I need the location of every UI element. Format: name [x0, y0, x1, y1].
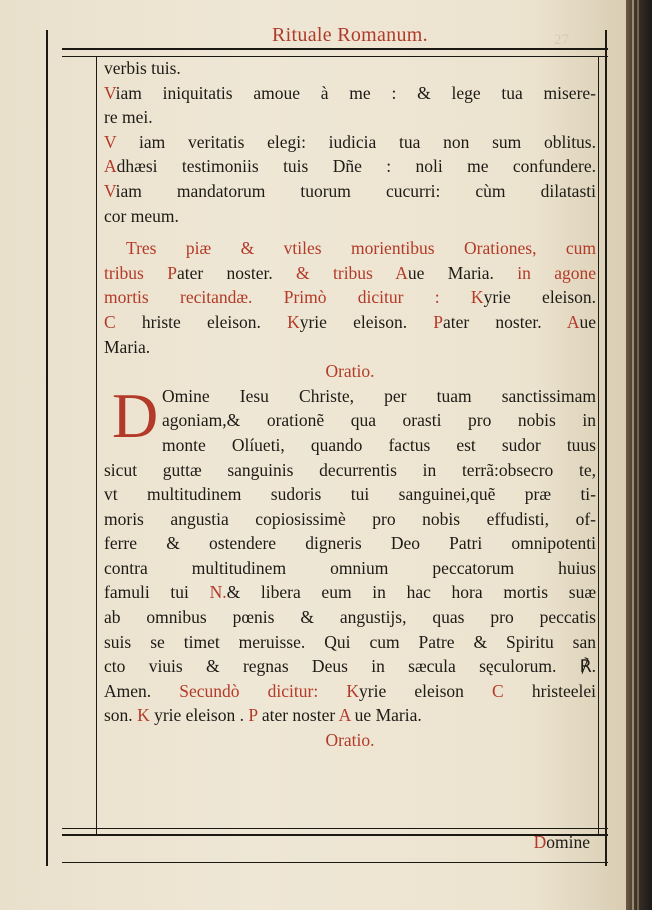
- body-text: ater noster.: [176, 262, 297, 283]
- rubric-text: in agone: [517, 262, 596, 283]
- rubric-text: K: [137, 705, 150, 726]
- rubric-text: C: [492, 680, 504, 701]
- prayer-dropcap-block: [104, 379, 596, 458]
- text-line: [104, 310, 596, 335]
- rubric-text: A: [104, 156, 117, 177]
- body-text: iam mandatorum tuorum cucurri: cùm dilatasti: [115, 180, 596, 201]
- text-line: [104, 605, 596, 630]
- text-line: [104, 335, 596, 360]
- catchword: [534, 832, 590, 853]
- left-rule-inner: [96, 56, 97, 836]
- body-text: Maria.: [104, 336, 151, 357]
- right-rule-outer: [605, 30, 607, 866]
- bottom-rule-outer: [62, 834, 608, 836]
- rubric-text: mortis recitandæ. Primò dicitur :: [104, 287, 471, 308]
- text-line: [104, 105, 596, 130]
- text-line: [104, 482, 596, 507]
- body-text: & libera eum in hac hora mortis suæ: [226, 582, 596, 603]
- rubric-text: P: [167, 262, 177, 283]
- body-text: vt multitudinem sudoris tui sanguinei,quẽ præ ti-: [104, 484, 596, 505]
- body-text: contra multitudinem omnium peccatorum huius: [104, 557, 596, 578]
- rubric-text: V: [104, 131, 117, 152]
- rubric-text: A: [395, 262, 408, 283]
- text-line: [104, 556, 596, 581]
- rubric-text: C: [104, 311, 116, 332]
- rubric-text: N.: [209, 582, 227, 603]
- body-text: cor meum.: [104, 205, 179, 226]
- body-text: yrie eleison.: [299, 311, 434, 332]
- psalm-verses: [104, 56, 596, 228]
- text-line: [104, 507, 596, 532]
- rubric-text: K: [346, 680, 359, 701]
- body-text: ue Maria.: [407, 262, 518, 283]
- text-line: [104, 130, 596, 155]
- rubric-text: V: [104, 180, 116, 201]
- dropcap-text-line: monte Olíueti, quando factus est sudor tuus: [162, 434, 596, 455]
- prayer-text: [104, 458, 596, 729]
- rubric-text: & tribus: [296, 262, 396, 283]
- rubric-text: A: [338, 705, 351, 726]
- body-text: iam iniquitatis amoue à me : & lege tua misere-: [115, 82, 596, 103]
- text-line: [104, 285, 596, 310]
- body-text: yrie eleison.: [483, 287, 596, 308]
- text-line: [104, 261, 596, 286]
- body-text: moris angustia copiosissimè pro nobis effudisti, of-: [104, 508, 596, 529]
- body-text: ferre & ostendere digneris Deo Patri omnipotenti: [104, 533, 596, 554]
- text-line: [104, 56, 596, 81]
- catchword-rest: omine: [546, 832, 590, 852]
- text-line: [104, 236, 596, 261]
- top-rule-outer: [62, 48, 608, 50]
- body-text: son.: [104, 705, 138, 726]
- body-text: suis se timet meruisse. Qui cum Patre & Spiritu san: [104, 631, 596, 652]
- text-line: [104, 204, 596, 229]
- rubric-text: K: [470, 287, 484, 308]
- left-rule-outer: [46, 30, 48, 866]
- text-line: [104, 630, 596, 655]
- oratio-heading-2: Oratio.: [325, 730, 375, 751]
- running-title: Rituale Romanum.: [272, 24, 428, 46]
- body-text: dhæsi testimoniis tuis Dñe : noli me confundere.: [116, 156, 596, 177]
- text-line: [104, 458, 596, 483]
- text-line: [104, 679, 596, 704]
- body-text: ue: [579, 311, 596, 332]
- text-line: [104, 654, 596, 679]
- catchword-initial: D: [533, 832, 547, 852]
- body-text: ue Maria.: [350, 705, 422, 726]
- body-text: ater noster: [257, 705, 339, 726]
- body-text: ater noster.: [443, 311, 567, 332]
- oratio-heading: Oratio.: [325, 361, 375, 382]
- body-text: ab omnibus pœnis & angustijs, quas pro peccatis: [104, 607, 596, 628]
- text-line: [104, 703, 596, 728]
- footer-rule: [62, 862, 608, 863]
- text-line: [104, 580, 596, 605]
- text-block: [104, 56, 596, 753]
- rubric-text: A: [566, 311, 580, 332]
- rubric-text: Tres piæ & vtiles morientibus Orationes, cum: [126, 238, 596, 259]
- body-text: Amen.: [104, 680, 180, 701]
- body-text: cto viuis & regnas Deus in sæcula sęculorum. ℟.: [104, 656, 596, 677]
- rubric-text: tribus: [104, 262, 168, 283]
- rubric-text: P: [433, 311, 444, 332]
- body-text: iam veritatis elegi: iudicia tua non sum oblitus.: [116, 131, 596, 152]
- body-text: yrie eleison .: [149, 705, 249, 726]
- body-text: re mei.: [104, 107, 153, 128]
- dropcap-text-line: agoniam,& orationẽ qua orasti pro nobis in: [162, 410, 596, 431]
- body-text: yrie eleison: [359, 680, 493, 701]
- body-text: famuli tui: [104, 582, 210, 603]
- body-text: hristeelei: [503, 680, 596, 701]
- rubric-text: K: [287, 311, 300, 332]
- text-line: [104, 81, 596, 106]
- text-line: [104, 531, 596, 556]
- body-text: hriste eleison.: [115, 311, 288, 332]
- drop-capital: D: [112, 379, 159, 451]
- rubric-text: Secundò dicitur:: [179, 680, 347, 701]
- rubric-instructions: [104, 236, 596, 359]
- book-gutter: [626, 0, 652, 910]
- body-text: verbis tuis.: [104, 58, 181, 78]
- bottom-rule-inner: [62, 828, 608, 829]
- page-number-faded: 27: [554, 32, 569, 48]
- rubric-text: P: [248, 705, 258, 726]
- body-text: sicut guttæ sanguinis decurrentis in terrã:obsecro te,: [104, 459, 596, 480]
- rubric-text: V: [104, 82, 116, 103]
- right-rule-inner: [598, 56, 599, 836]
- text-line: [104, 154, 596, 179]
- dropcap-text-line: Omine Iesu Christe, per tuam sanctissimam: [162, 385, 596, 406]
- text-line: [104, 179, 596, 204]
